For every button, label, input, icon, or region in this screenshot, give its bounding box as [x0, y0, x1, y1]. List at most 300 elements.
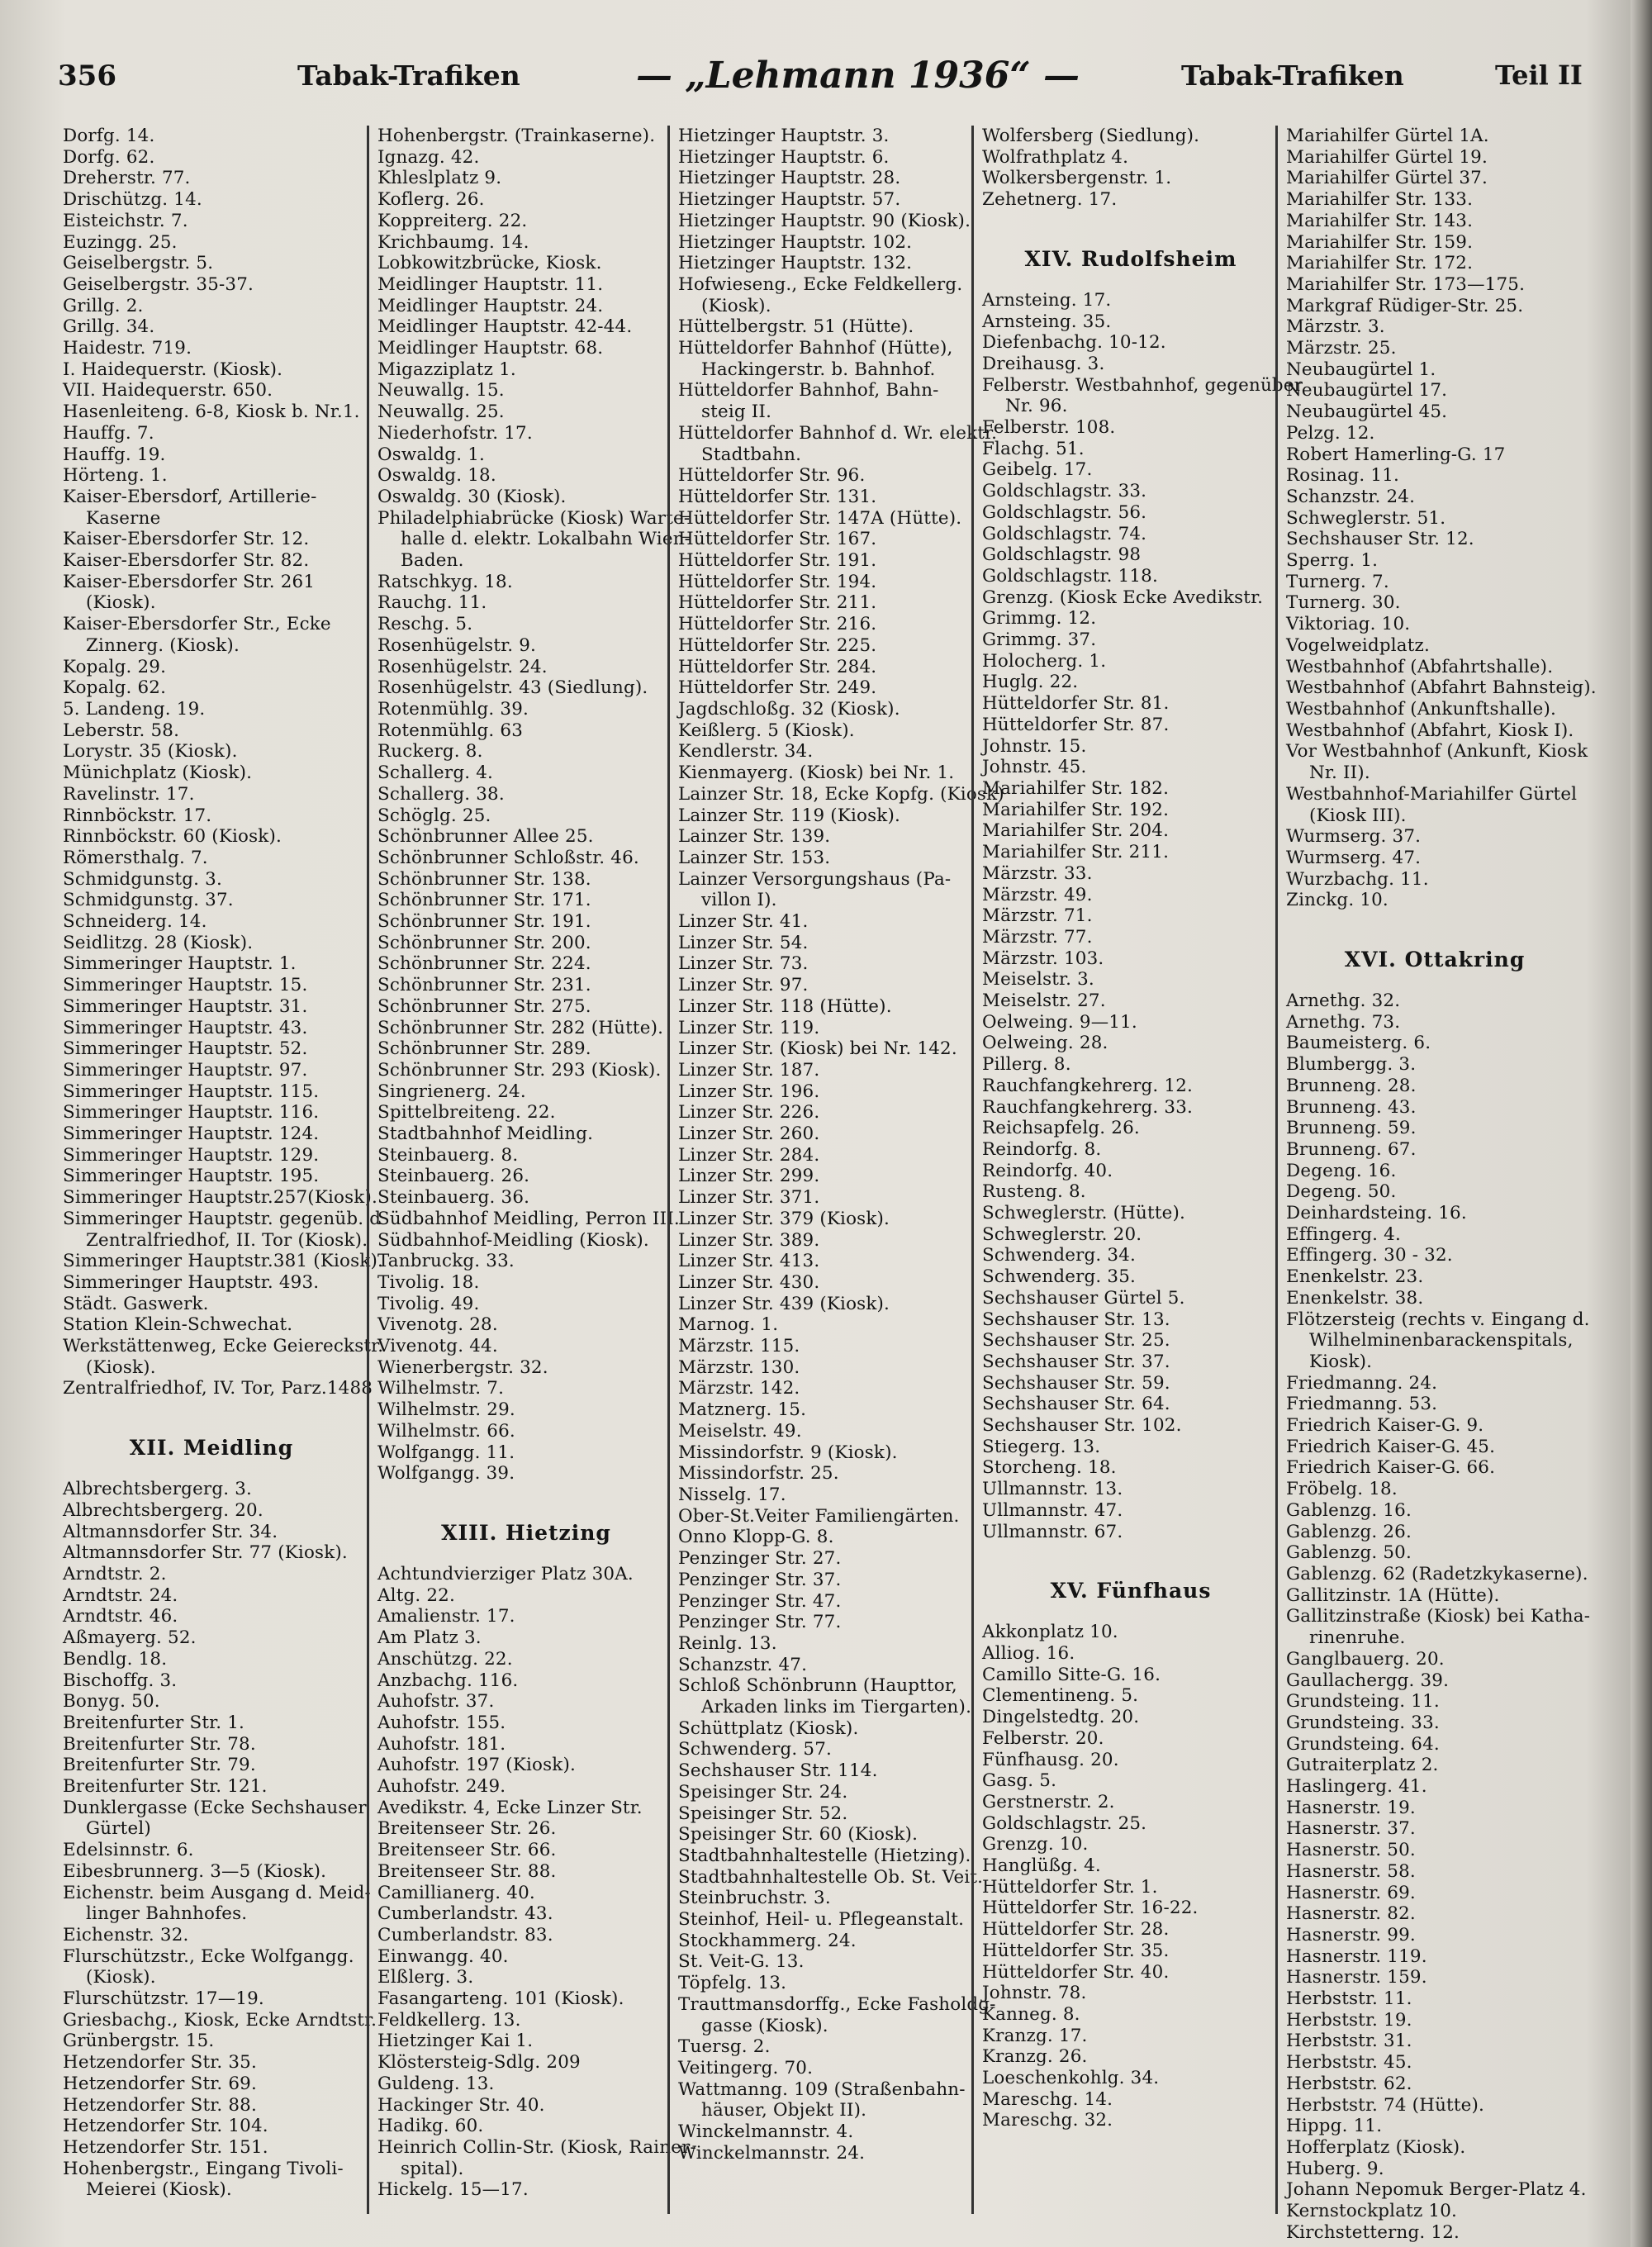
directory-entry: Schönbrunner Str. 200. — [377, 932, 591, 953]
directory-entry: Nr. II). — [1286, 762, 1370, 784]
directory-entry: Mariahilfer Str. 173—175. — [1286, 273, 1526, 295]
directory-entry: Gablenzg. 16. — [1286, 1499, 1412, 1521]
directory-entry: Gablenzg. 26. — [1286, 1521, 1412, 1542]
directory-entry: Flachg. 51. — [982, 438, 1085, 459]
directory-entry: Breitenfurter Str. 79. — [63, 1755, 256, 1776]
directory-entry: Niederhofstr. 17. — [377, 422, 533, 444]
directory-entry: Ganglbauerg. 20. — [1286, 1648, 1445, 1670]
directory-entry: Hütteldorfer Bahnhof (Hütte), — [678, 338, 953, 359]
directory-entry: Märzstr. 71. — [982, 905, 1093, 927]
directory-entry: Breitenfurter Str. 121. — [63, 1776, 268, 1798]
column-2 — [367, 126, 696, 2214]
directory-entry: Lainzer Str. 153. — [678, 847, 831, 868]
directory-entry: Rusteng. 8. — [982, 1181, 1086, 1203]
directory-entry: Gallitzinstraße (Kiosk) bei Katha- — [1286, 1606, 1591, 1627]
directory-entry: Schweglerstr. 20. — [982, 1223, 1142, 1245]
directory-entry: Neubaugürtel 1. — [1286, 359, 1436, 380]
column-5 — [1275, 126, 1597, 2243]
directory-entry: Vor Westbahnhof (Ankunft, Kiosk — [1286, 741, 1588, 762]
directory-entry: Effingerg. 30 - 32. — [1286, 1245, 1453, 1266]
directory-entry: Märzstr. 33. — [982, 862, 1093, 884]
directory-entry: Zehetnerg. 17. — [982, 189, 1118, 211]
directory-entry: Märzstr. 115. — [678, 1336, 800, 1357]
directory-entry: Hofwieseng., Ecke Feldkellerg. — [678, 273, 963, 295]
directory-entry: Degeng. 16. — [1286, 1160, 1397, 1181]
directory-entry: Enenkelstr. 38. — [1286, 1287, 1424, 1309]
directory-entry: Arndtstr. 2. — [63, 1564, 167, 1584]
directory-entry: Reschg. 5. — [377, 614, 473, 635]
directory-entry: Sechshauser Gürtel 5. — [982, 1287, 1185, 1309]
directory-entry: Bischoffg. 3. — [63, 1670, 178, 1691]
directory-entry: Märzstr. 77. — [982, 926, 1093, 948]
directory-entry: Auhofstr. 181. — [377, 1733, 506, 1755]
directory-entry: Cumberlandstr. 83. — [377, 1924, 553, 1945]
directory-entry: Marnog. 1. — [678, 1314, 779, 1336]
page-edge-shadow — [1631, 0, 1652, 2247]
directory-entry: Schmidgunstg. 37. — [63, 890, 234, 911]
directory-entry: Trauttmansdorffg., Ecke Fasholdg- — [678, 1993, 996, 2015]
directory-entry: Krichbaumg. 14. — [377, 231, 529, 253]
directory-entry: Arnsteing. 35. — [982, 311, 1112, 332]
directory-entry: Hippg. 11. — [1286, 2116, 1383, 2137]
directory-entry: Hasnerstr. 69. — [1286, 1882, 1416, 1903]
directory-entry: Mariahilfer Str. 192. — [982, 799, 1170, 820]
district-heading: XVI. Ottakring — [1344, 948, 1526, 972]
directory-entry: Hütteldorfer Str. 96. — [678, 465, 866, 487]
directory-entry: Linzer Str. 430. — [678, 1271, 820, 1293]
directory-entry: Linzer Str. 371. — [678, 1187, 820, 1209]
directory-entry: Diefenbachg. 10-12. — [982, 332, 1166, 354]
directory-entry: Neuwallg. 15. — [377, 380, 505, 401]
directory-entry: Hietzinger Hauptstr. 132. — [678, 253, 913, 274]
directory-entry: Hütteldorfer Str. 1. — [982, 1876, 1158, 1898]
directory-entry: Albrechtsbergerg. 3. — [63, 1479, 253, 1500]
directory-entry: Simmeringer Hauptstr. 116. — [63, 1102, 320, 1124]
directory-entry: Kaiser-Ebersdorfer Str., Ecke — [63, 614, 331, 635]
directory-entry: Schönbrunner Str. 275. — [377, 995, 591, 1017]
directory-entry: Altmannsdorfer Str. 34. — [63, 1521, 278, 1542]
directory-entry: Felberstr. 108. — [982, 417, 1116, 439]
directory-entry: Schönbrunner Schloßstr. 46. — [377, 847, 639, 868]
directory-entry: Hütteldorfer Str. 216. — [678, 614, 877, 635]
directory-entry: Hadikg. 60. — [377, 2116, 484, 2137]
directory-entry: Schönbrunner Str. 289. — [377, 1038, 591, 1060]
directory-entry: Tanbruckg. 33. — [377, 1251, 515, 1272]
directory-entry: Meidlinger Hauptstr. 24. — [377, 295, 604, 316]
directory-entry: St. Veit-G. 13. — [678, 1951, 805, 1973]
directory-entry: Schneiderg. 14. — [63, 911, 207, 933]
directory-entry: Stiegerg. 13. — [982, 1436, 1101, 1457]
directory-entry: Grimmg. 12. — [982, 608, 1097, 629]
directory-entry: Eichenstr. beim Ausgang d. Meid- — [63, 1882, 371, 1903]
directory-entry: Mariahilfer Str. 143. — [1286, 210, 1474, 231]
directory-entry: Anzbachg. 116. — [377, 1670, 519, 1691]
directory-entry: Schönbrunner Str. 224. — [377, 953, 591, 975]
directory-entry: Sperrg. 1. — [1286, 550, 1379, 572]
directory-entry: Amalienstr. 17. — [377, 1606, 515, 1627]
directory-entry: Eichenstr. 32. — [63, 1924, 189, 1945]
directory-entry: Felberstr. 20. — [982, 1727, 1104, 1749]
directory-entry: Kaiser-Ebersdorf, Artillerie- — [63, 486, 317, 507]
directory-entry: Penzinger Str. 27. — [678, 1548, 842, 1570]
directory-entry: Hütteldorfer Bahnhof d. Wr. elektr. — [678, 422, 998, 444]
directory-entry: Münichplatz (Kiosk). — [63, 762, 253, 784]
directory-entry: Goldschlagstr. 56. — [982, 501, 1147, 523]
directory-entry: (Kiosk). — [678, 295, 771, 316]
directory-entry: Märzstr. 103. — [982, 948, 1104, 969]
directory-entry: Reindorfg. 8. — [982, 1138, 1102, 1160]
column-4 — [971, 126, 1303, 2214]
directory-entry: Hütteldorfer Str. 87. — [982, 714, 1170, 735]
directory-entry: Brunneng. 59. — [1286, 1118, 1417, 1139]
directory-entry: Wienerbergstr. 32. — [377, 1356, 548, 1378]
directory-entry: Hasnerstr. 99. — [1286, 1924, 1416, 1945]
directory-entry: Hietzinger Hauptstr. 102. — [678, 231, 913, 253]
directory-entry: Neubaugürtel 17. — [1286, 380, 1448, 401]
directory-entry: Wolfgangg. 11. — [377, 1442, 515, 1463]
directory-entry: Khleslplatz 9. — [377, 168, 502, 189]
directory-entry: Linzer Str. 187. — [678, 1059, 820, 1081]
directory-entry: Arnsteing. 17. — [982, 289, 1112, 311]
directory-entry: Koppreiterg. 22. — [377, 210, 528, 231]
directory-entry: Gallitzinstr. 1A (Hütte). — [1286, 1584, 1500, 1606]
directory-entry: Tivolig. 49. — [377, 1293, 480, 1314]
directory-entry: Ober-St.Veiter Familiengärten. — [678, 1505, 960, 1527]
directory-entry: Flurschützstr. 17—19. — [63, 1988, 264, 2010]
directory-entry: Kaiser-Ebersdorfer Str. 82. — [63, 550, 310, 572]
directory-entry: Geiselbergstr. 35-37. — [63, 273, 254, 295]
directory-entry: Wilhelmstr. 29. — [377, 1399, 515, 1421]
directory-entry: Steinbauerg. 26. — [377, 1166, 530, 1187]
directory-entry: Wolfgangg. 39. — [377, 1463, 515, 1485]
directory-entry: Dunklergasse (Ecke Sechshauser — [63, 1797, 367, 1818]
page-number: 356 — [58, 59, 116, 93]
directory-entry: Goldschlagstr. 25. — [982, 1812, 1147, 1834]
directory-entry: Mariahilfer Str. 211. — [982, 842, 1170, 863]
directory-entry: Johnstr. 78. — [982, 1983, 1087, 2004]
directory-entry: Mareschg. 32. — [982, 2110, 1113, 2131]
directory-entry: Mariahilfer Str. 204. — [982, 820, 1170, 842]
directory-entry: Storcheng. 18. — [982, 1457, 1117, 1479]
directory-entry: Grünbergstr. 15. — [63, 2031, 215, 2052]
directory-entry: Goldschlagstr. 74. — [982, 523, 1147, 544]
directory-entry: Geibelg. 17. — [982, 459, 1093, 481]
district-heading: XIV. Rudolfsheim — [1024, 246, 1237, 271]
directory-entry: Herbststr. 45. — [1286, 2052, 1412, 2074]
directory-entry: Dreihausg. 3. — [982, 353, 1105, 374]
directory-entry: Hütteldorfer Str. 147A (Hütte). — [678, 507, 962, 529]
directory-entry: Dorfg. 62. — [63, 146, 155, 168]
directory-entry: Meidlinger Hauptstr. 42-44. — [377, 316, 633, 338]
directory-entry: Ignazg. 42. — [377, 146, 480, 168]
directory-entry: Ratschkyg. 18. — [377, 571, 513, 592]
directory-entry: Oswaldg. 30 (Kiosk). — [377, 486, 567, 507]
directory-entry: Baden. — [377, 550, 464, 572]
directory-entry: Städt. Gaswerk. — [63, 1293, 209, 1314]
directory-entry: Speisinger Str. 52. — [678, 1803, 848, 1824]
directory-entry: Rauchfangkehrerg. 12. — [982, 1075, 1194, 1096]
directory-entry: Vivenotg. 28. — [377, 1314, 498, 1336]
directory-entry: Breitenseer Str. 66. — [377, 1840, 557, 1861]
directory-entry: Lainzer Str. 18, Ecke Kopfg. (Kiosk) — [678, 783, 1004, 805]
directory-entry: Felberstr. Westbahnhof, gegenüber — [982, 374, 1303, 396]
directory-entry: Ullmannstr. 13. — [982, 1479, 1123, 1500]
directory-entry: I. Haidequerstr. (Kiosk). — [63, 359, 283, 380]
directory-entry: Steinbruchstr. 3. — [678, 1888, 831, 1909]
running-title-left: Tabak-Trafiken — [297, 59, 520, 92]
directory-entry: Schönbrunner Str. 231. — [377, 975, 591, 996]
directory-entry: Kirchstetterng. 12. — [1286, 2221, 1460, 2243]
directory-entry: Hütteldorfer Str. 167. — [678, 529, 877, 550]
directory-entry: Gerstnerstr. 2. — [982, 1791, 1115, 1812]
directory-entry: Hütteldorfer Str. 284. — [678, 656, 877, 677]
directory-entry: Simmeringer Hauptstr. 493. — [63, 1271, 320, 1293]
directory-entry: Hütteldorfer Str. 28. — [982, 1919, 1170, 1941]
directory-entry: Hütteldorfer Str. 191. — [678, 550, 877, 572]
directory-entry: Herbststr. 62. — [1286, 2073, 1412, 2094]
directory-entry: Wurzbachg. 11. — [1286, 868, 1429, 890]
directory-entry: Winckelmannstr. 4. — [678, 2121, 854, 2143]
directory-entry: Simmeringer Hauptstr. 115. — [63, 1081, 320, 1102]
directory-entry: Linzer Str. 379 (Kiosk). — [678, 1208, 890, 1229]
directory-entry: Bendlg. 18. — [63, 1648, 168, 1670]
directory-entry: Steinbauerg. 8. — [377, 1144, 519, 1166]
directory-entry: Meidlinger Hauptstr. 68. — [377, 338, 604, 359]
directory-entry: halle d. elektr. Lokalbahn Wien- — [377, 529, 691, 550]
directory-entry: Wilhelmstr. 7. — [377, 1378, 505, 1399]
directory-entry: Grundsteing. 11. — [1286, 1691, 1440, 1713]
directory-entry: Turnerg. 30. — [1286, 592, 1401, 614]
directory-entry: Hohenbergstr., Eingang Tivoli- — [63, 2158, 344, 2179]
directory-entry: Sechshauser Str. 37. — [982, 1351, 1170, 1372]
directory-entry: Hütteldorfer Str. 194. — [678, 571, 877, 592]
directory-entry: Sechshauser Str. 13. — [982, 1309, 1170, 1330]
directory-entry: Hütteldorfer Str. 81. — [982, 693, 1170, 715]
directory-entry: Wurmserg. 47. — [1286, 847, 1422, 868]
directory-entry: Lainzer Str. 119 (Kiosk). — [678, 805, 901, 826]
directory-entry: Rauchg. 11. — [377, 592, 487, 614]
directory-entry: Schwenderg. 34. — [982, 1245, 1137, 1266]
directory-entry: Ullmannstr. 67. — [982, 1521, 1123, 1542]
directory-entry: Hetzendorfer Str. 69. — [63, 2073, 257, 2094]
directory-entry: Rotenmühlg. 39. — [377, 698, 529, 720]
directory-entry: Rosenhügelstr. 24. — [377, 656, 548, 677]
directory-entry: Schönbrunner Allee 25. — [377, 826, 594, 848]
directory-entry: Hohenbergstr. (Trainkaserne). — [377, 126, 656, 146]
directory-entry: VII. Haidequerstr. 650. — [63, 380, 273, 401]
directory-entry: Pelzg. 12. — [1286, 422, 1375, 444]
directory-entry: Dingelstedtg. 20. — [982, 1707, 1140, 1728]
directory-entry: Friedrich Kaiser-G. 45. — [1286, 1436, 1496, 1457]
directory-entry: Simmeringer Hauptstr. 52. — [63, 1038, 308, 1060]
directory-entry: Herbststr. 74 (Hütte). — [1286, 2094, 1485, 2116]
directory-entry: Mareschg. 14. — [982, 2088, 1113, 2110]
directory-entry: Hasnerstr. 19. — [1286, 1797, 1416, 1818]
directory-entry: Albrechtsbergerg. 20. — [63, 1499, 263, 1521]
directory-entry: Märzstr. 3. — [1286, 316, 1385, 338]
page-header — [58, 55, 1583, 109]
directory-entry: Herbststr. 31. — [1286, 2031, 1412, 2052]
directory-entry: Schwenderg. 35. — [982, 1266, 1137, 1288]
directory-entry: Griesbachg., Kiosk, Ecke Arndtstr. — [63, 2009, 377, 2031]
directory-entry: Hütteldorfer Str. 16-22. — [982, 1898, 1199, 1919]
directory-entry: Schanzstr. 47. — [678, 1654, 808, 1675]
directory-entry: Arndtstr. 46. — [63, 1606, 178, 1627]
part-label: Teil II — [1495, 59, 1583, 91]
directory-entry: Euzingg. 25. — [63, 231, 178, 253]
directory-entry: Johnstr. 15. — [982, 735, 1087, 757]
directory-entry: Linzer Str. 73. — [678, 953, 809, 975]
directory-entry: Gasg. 5. — [982, 1770, 1057, 1792]
directory-entry: Flurschützstr., Ecke Wolfgangg. — [63, 1945, 354, 1967]
directory-entry: Sechshauser Str. 25. — [982, 1330, 1170, 1352]
directory-entry: Onno Klopp-G. 8. — [678, 1527, 834, 1548]
directory-entry: Goldschlagstr. 118. — [982, 565, 1158, 587]
directory-entry: Breitenseer Str. 88. — [377, 1860, 557, 1882]
directory-entry: Sechshauser Str. 64. — [982, 1394, 1170, 1415]
directory-entry: gasse (Kiosk). — [678, 2015, 828, 2036]
directory-entry: Schallerg. 38. — [377, 783, 505, 805]
directory-entry: Vogelweidplatz. — [1286, 634, 1431, 656]
directory-entry: Westbahnhof (Ankunftshalle). — [1286, 698, 1557, 720]
directory-entry: Kranzg. 17. — [982, 2025, 1088, 2046]
directory-entry: Dorfg. 14. — [63, 126, 155, 146]
directory-entry: Meierei (Kiosk). — [63, 2179, 232, 2201]
directory-entry: Rinnböckstr. 60 (Kiosk). — [63, 826, 282, 848]
directory-entry: Klöstersteig-Sdlg. 209 — [377, 2052, 581, 2074]
directory-entry: Kernstockplatz 10. — [1286, 2201, 1458, 2222]
directory-entry: Simmeringer Hauptstr. 124. — [63, 1124, 320, 1145]
directory-entry: Schloß Schönbrunn (Haupttor, — [678, 1675, 957, 1697]
directory-entry: Speisinger Str. 24. — [678, 1781, 848, 1803]
directory-entry: Meiselstr. 3. — [982, 969, 1094, 990]
directory-entry: Camillo Sitte-G. 16. — [982, 1664, 1161, 1685]
directory-entry: Brunneng. 67. — [1286, 1138, 1417, 1160]
directory-entry: Westbahnhof (Abfahrtshalle). — [1286, 656, 1554, 677]
directory-entry: Kopalg. 29. — [63, 656, 167, 677]
directory-entry: Arkaden links im Tiergarten). — [678, 1697, 972, 1718]
directory-entry: Matznerg. 15. — [678, 1399, 807, 1421]
directory-entry: Seidlitzg. 28 (Kiosk). — [63, 932, 254, 953]
directory-entry: Rosenhügelstr. 43 (Siedlung). — [377, 677, 648, 699]
directory-entry: Kiosk). — [1286, 1351, 1373, 1372]
directory-entry: Markgraf Rüdiger-Str. 25. — [1286, 295, 1524, 316]
directory-entry: Linzer Str. 284. — [678, 1144, 820, 1166]
directory-entry: Werkstättenweg, Ecke Geiereckstr. — [63, 1336, 384, 1357]
directory-entry: Schwenderg. 57. — [678, 1739, 833, 1760]
directory-entry: Hietzinger Hauptstr. 3. — [678, 126, 890, 146]
directory-entry: Wurmserg. 37. — [1286, 826, 1422, 848]
directory-entry: Reindorfg. 40. — [982, 1160, 1113, 1181]
directory-entry: rinenruhe. — [1286, 1627, 1406, 1649]
directory-entry: Arnethg. 32. — [1286, 990, 1401, 1012]
directory-entry: Hetzendorfer Str. 104. — [63, 2116, 268, 2137]
directory-entry: Linzer Str. 54. — [678, 932, 809, 953]
directory-entry: Töpfelg. 13. — [678, 1973, 787, 1994]
directory-entry: Gablenzg. 50. — [1286, 1542, 1412, 1564]
directory-entry: Holocherg. 1. — [982, 650, 1107, 672]
directory-entry: Märzstr. 49. — [982, 884, 1093, 905]
directory-entry: Hackingerstr. b. Bahnhof. — [678, 359, 936, 380]
directory-entry: Flötzersteig (rechts v. Eingang d. — [1286, 1309, 1590, 1330]
directory-entry: Cumberlandstr. 43. — [377, 1903, 553, 1925]
directory-entry: steig II. — [678, 401, 772, 423]
directory-entry: Huberg. 9. — [1286, 2158, 1384, 2179]
directory-entry: Johann Nepomuk Berger-Platz 4. — [1286, 2179, 1587, 2201]
directory-entry: Penzinger Str. 77. — [678, 1612, 842, 1633]
directory-entry: Rauchfangkehrerg. 33. — [982, 1096, 1194, 1118]
directory-entry: Oelweing. 9—11. — [982, 1011, 1137, 1033]
directory-entry: Wolkersbergenstr. 1. — [982, 168, 1172, 189]
directory-entry: Einwangg. 40. — [377, 1945, 509, 1967]
directory-entry: Schallerg. 4. — [377, 762, 494, 784]
directory-entry: Rosinag. 11. — [1286, 465, 1400, 487]
directory-entry: Linzer Str. (Kiosk) bei Nr. 142. — [678, 1038, 957, 1060]
directory-entry: Neuwallg. 25. — [377, 401, 505, 423]
directory-entry: Schönbrunner Str. 171. — [377, 890, 591, 911]
directory-entry: spital). — [377, 2158, 464, 2179]
directory-entry: Zentralfriedhof, IV. Tor, Parz.1488 — [63, 1378, 373, 1399]
directory-entry: Oswaldg. 1. — [377, 444, 486, 465]
directory-entry: Achtundvierziger Platz 30A. — [377, 1564, 634, 1584]
directory-entry: Jagdschloßg. 32 (Kiosk). — [678, 698, 900, 720]
directory-entry: Sechshauser Str. 12. — [1286, 529, 1474, 550]
directory-entry: Westbahnhof (Abfahrt Bahnsteig). — [1286, 677, 1597, 699]
directory-entry: Simmeringer Hauptstr.381 (Kiosk). — [63, 1251, 384, 1272]
directory-entry: Auhofstr. 37. — [377, 1691, 495, 1713]
directory-entry: Grenzg. (Kiosk Ecke Avedikstr. — [982, 587, 1264, 608]
directory-entry: Brunneng. 28. — [1286, 1075, 1417, 1096]
directory-entry: Hietzinger Kai 1. — [377, 2031, 534, 2052]
directory-entry: Akkonplatz 10. — [982, 1622, 1118, 1643]
directory-entry: Am Platz 3. — [377, 1627, 482, 1649]
directory-entry: Missindorfstr. 25. — [678, 1463, 839, 1485]
directory-entry: Kendlerstr. 34. — [678, 741, 814, 762]
directory-entry: Hetzendorfer Str. 35. — [63, 2052, 257, 2074]
directory-entry: Hetzendorfer Str. 151. — [63, 2136, 268, 2158]
directory-entry: Linzer Str. 413. — [678, 1251, 820, 1272]
directory-entry: Ruckerg. 8. — [377, 741, 483, 762]
directory-entry: Lorystr. 35 (Kiosk). — [63, 741, 238, 762]
directory-entry: Wattmanng. 109 (Straßenbahn- — [678, 2078, 966, 2100]
directory-entry: Haslingerg. 41. — [1286, 1776, 1427, 1798]
directory-entry: Breitenfurter Str. 1. — [63, 1712, 245, 1733]
directory-entry: Wolfrathplatz 4. — [982, 146, 1129, 168]
directory-entry: Philadelphiabrücke (Kiosk) Warte- — [377, 507, 691, 529]
directory-entry: villon I). — [678, 890, 777, 911]
directory-entry: Rosenhügelstr. 9. — [377, 634, 536, 656]
directory-entry: Linzer Str. 389. — [678, 1229, 820, 1251]
directory-entry: Arndtstr. 24. — [63, 1584, 178, 1606]
directory-entry: Schöglg. 25. — [377, 805, 491, 826]
directory-entry: Stockhammerg. 24. — [678, 1930, 857, 1951]
directory-entry: Gürtel) — [63, 1818, 151, 1840]
directory-entry: Hickelg. 15—17. — [377, 2179, 529, 2201]
directory-entry: häuser, Objekt II). — [678, 2100, 867, 2121]
directory-entry: Meidlinger Hauptstr. 11. — [377, 273, 604, 295]
directory-entry: Neubaugürtel 45. — [1286, 401, 1448, 423]
directory-entry: Hütteldorfer Str. 40. — [982, 1961, 1170, 1983]
directory-entry: (Kiosk III). — [1286, 805, 1407, 826]
directory-entry: Koflerg. 26. — [377, 189, 485, 211]
column-3 — [667, 126, 1004, 2214]
directory-entry: Grimmg. 37. — [982, 629, 1097, 651]
directory-entry: Sechshauser Str. 59. — [982, 1372, 1170, 1394]
directory-entry: Simmeringer Hauptstr. 97. — [63, 1059, 308, 1081]
directory-entry: Ravelinstr. 17. — [63, 783, 195, 805]
directory-entry: Grillg. 34. — [63, 316, 155, 338]
directory-entry: Johnstr. 45. — [982, 757, 1087, 778]
